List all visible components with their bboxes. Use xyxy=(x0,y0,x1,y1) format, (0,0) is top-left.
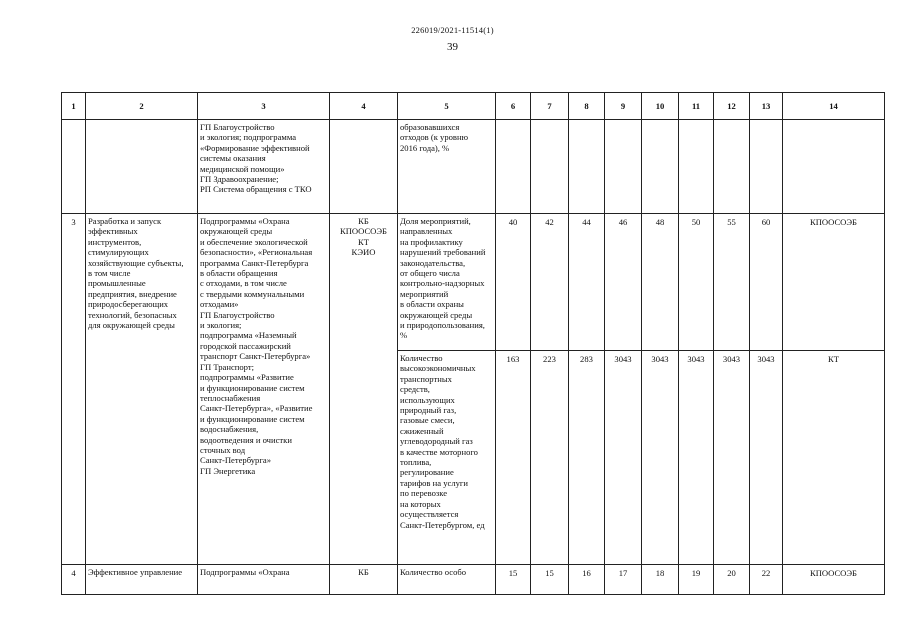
column-header: 4 xyxy=(330,93,398,120)
task-cell: Эффективное управление xyxy=(86,565,198,595)
programs-cell: Подпрограммы «Охрана окружающей среды и обеспечение экологической безопасности», «Региональная программа Санкт-Петербурга в области обращения с отходами, в том числе с твердыми коммунальными отходами» ГП Благоустройство и экология; подпрограмма «Наземный городской пассажирский транспорт Санкт-Петербурга» ГП Транспорт; подпрограммы «Развитие и функционирование систем теплоснабжения Санкт-Петербурга», «Развитие и функционирование систем водоснабжения, водоотведения и очистки сточных вод Санкт-Петербурга» ГП Энергетика xyxy=(198,214,330,565)
column-header: 9 xyxy=(605,93,642,120)
value-cell: 283 xyxy=(569,351,605,565)
column-header: 14 xyxy=(783,93,885,120)
column-header: 3 xyxy=(198,93,330,120)
programs-cell: Подпрограммы «Охрана xyxy=(198,565,330,595)
page-number: 39 xyxy=(447,41,458,53)
column-header: 8 xyxy=(569,93,605,120)
indicator-cell: Количество особо xyxy=(398,565,496,595)
column-header: 12 xyxy=(714,93,750,120)
value-cell: 55 xyxy=(714,214,750,351)
indicators-table xyxy=(61,92,885,595)
value-cell: 48 xyxy=(642,214,679,351)
value-cell: 3043 xyxy=(750,351,783,565)
column-header: 10 xyxy=(642,93,679,120)
value-cell: 3043 xyxy=(642,351,679,565)
column-header: 6 xyxy=(496,93,531,120)
document-id: 226019/2021-11514(1) xyxy=(411,25,494,35)
column-header: 7 xyxy=(531,93,569,120)
column-header: 1 xyxy=(62,93,86,120)
column-number-row xyxy=(62,93,885,120)
value-cell: 40 xyxy=(496,214,531,351)
indicator-cell: Количество высокоэкономичных транспортных средств, использующих природный газ, газовые смеси, сжиженный углеводородный газ в качестве моторного топлива, регулирование тарифов на услуги по перевозке на которых осуществляется Санкт-Петербургом, ед xyxy=(398,351,496,565)
table-row xyxy=(62,214,885,351)
value-cell: 42 xyxy=(531,214,569,351)
task-cell: Разработка и запуск эффективных инструментов, стимулирующих хозяйствующие субъекты, в том числе промышленные предприятия, внедрение природосберегающих технологий, безопасных для окружающей среды xyxy=(86,214,198,565)
executors-cell: КБ КПООСОЭБ КТ КЭИО xyxy=(330,214,398,565)
responsible-cell: КТ xyxy=(783,351,885,565)
value-cell: 3043 xyxy=(679,351,714,565)
row-number: 3 xyxy=(62,214,86,565)
programs-cell: ГП Благоустройство и экология; подпрограмма «Формирование эффективной системы оказания медицинской помощи» ГП Здравоохранение; РП Система обращения с ТКО xyxy=(198,120,330,214)
indicator-cell: образовавшихся отходов (к уровню 2016 года), % xyxy=(398,120,496,214)
column-header: 13 xyxy=(750,93,783,120)
table-row xyxy=(62,565,885,595)
value-cell: 60 xyxy=(750,214,783,351)
value-cell: 3043 xyxy=(714,351,750,565)
value-cell: 44 xyxy=(569,214,605,351)
value-cell: 19 xyxy=(679,565,714,595)
row-number: 4 xyxy=(62,565,86,595)
executors-cell: КБ xyxy=(330,565,398,595)
column-header: 11 xyxy=(679,93,714,120)
value-cell: 16 xyxy=(569,565,605,595)
value-cell: 46 xyxy=(605,214,642,351)
responsible-cell: КПООСОЭБ xyxy=(783,565,885,595)
column-header: 2 xyxy=(86,93,198,120)
value-cell: 22 xyxy=(750,565,783,595)
table-row xyxy=(62,120,885,214)
value-cell: 15 xyxy=(531,565,569,595)
value-cell: 3043 xyxy=(605,351,642,565)
value-cell: 223 xyxy=(531,351,569,565)
value-cell: 50 xyxy=(679,214,714,351)
value-cell: 163 xyxy=(496,351,531,565)
value-cell: 20 xyxy=(714,565,750,595)
value-cell: 15 xyxy=(496,565,531,595)
column-header: 5 xyxy=(398,93,496,120)
responsible-cell: КПООСОЭБ xyxy=(783,214,885,351)
value-cell: 18 xyxy=(642,565,679,595)
indicator-cell: Доля мероприятий, направленных на профилактику нарушений требований законодательства, от общего числа контрольно-надзорных мероприятий в области охраны окружающей среды и природопользования, % xyxy=(398,214,496,351)
value-cell: 17 xyxy=(605,565,642,595)
